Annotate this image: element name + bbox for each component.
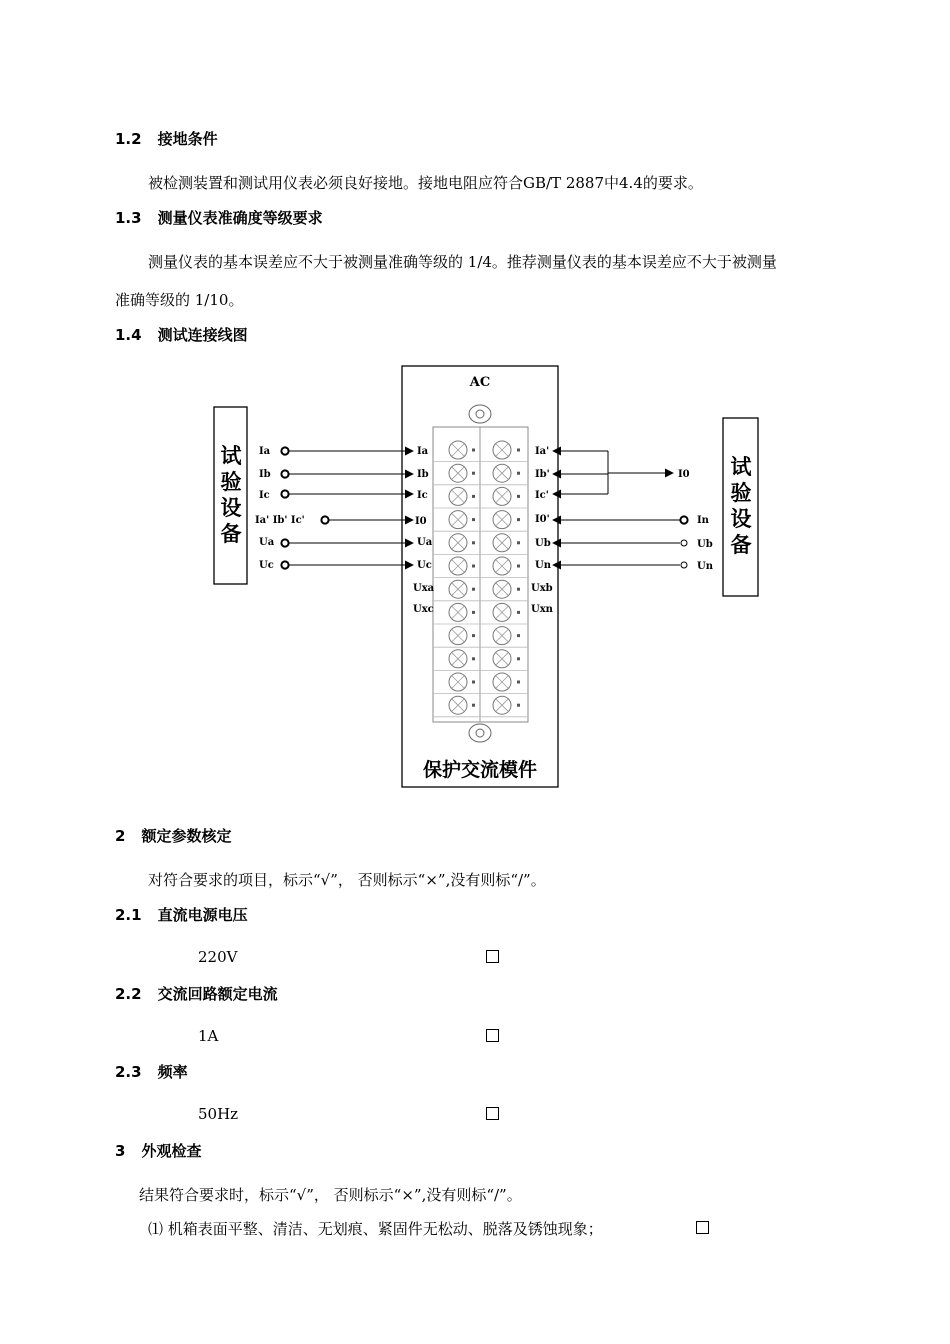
- module-left-label: Ua: [417, 537, 433, 548]
- module-left-label: Ic: [417, 490, 428, 501]
- left-terminal-dot: [281, 490, 288, 497]
- neutral-terminal-dot: [321, 516, 328, 523]
- terminal-number-mark: [517, 565, 520, 568]
- module-right-label: Un: [535, 560, 551, 571]
- left-terminal-dot: [281, 470, 288, 477]
- module-left-label: Uc: [417, 560, 432, 571]
- heading-2: 2 额定参数核定: [115, 827, 232, 845]
- terminal-number-mark: [517, 634, 520, 637]
- left-terminal-dot: [281, 539, 288, 546]
- right-label-un: Un: [697, 561, 713, 572]
- right-device-char: 设: [730, 506, 752, 531]
- terminal-number-mark: [472, 518, 475, 521]
- terminal-number-mark: [517, 495, 520, 498]
- value-ac-current: 1A: [198, 1027, 219, 1045]
- terminal-number-mark: [472, 611, 475, 614]
- heading-2-1: 2.1 直流电源电压: [115, 906, 248, 924]
- appearance-item-1: ⑴ 机箱表面平整、清洁、无划痕、紧固件无松动、脱落及锈蚀现象；: [148, 1220, 603, 1238]
- module-right-label: I0': [535, 514, 550, 525]
- paragraph-appearance-instructions: 结果符合要求时，标示“√”， 否则标示“×”,没有则标“/”。: [139, 1186, 522, 1204]
- terminal-number-mark: [517, 449, 520, 452]
- left-label-ib: Ib: [259, 469, 271, 480]
- left-terminal-dot: [281, 447, 288, 454]
- left-device-char: 验: [220, 469, 242, 494]
- heading-1-4: 1.4 测试连接线图: [115, 326, 248, 344]
- module-right-label: Uxb: [531, 583, 553, 594]
- terminal-number-mark: [472, 495, 475, 498]
- checkbox-ac-current[interactable]: [486, 1029, 499, 1042]
- module-right-label: Ic': [535, 490, 549, 501]
- heading-2-2: 2.2 交流回路额定电流: [115, 985, 278, 1003]
- terminal-number-mark: [517, 541, 520, 544]
- left-label-ua: Ua: [259, 537, 275, 548]
- paragraph-accuracy-line2: 准确等级的 1/10。: [115, 291, 244, 309]
- module-right-label: Ub: [535, 538, 551, 549]
- terminal-number-mark: [472, 704, 475, 707]
- terminal-number-mark: [472, 472, 475, 475]
- module-right-label: Ia': [535, 446, 550, 457]
- right-label-in: In: [697, 515, 709, 526]
- heading-2-3: 2.3 频率: [115, 1063, 188, 1081]
- heading-3: 3 外观检查: [115, 1142, 202, 1160]
- module-left-label: Uxc: [413, 604, 434, 615]
- left-label-neutral: Ia' Ib' Ic': [255, 515, 305, 526]
- left-label-ic: Ic: [259, 490, 270, 501]
- module-left-label: Uxa: [413, 583, 435, 594]
- paragraph-accuracy-line1: 测量仪表的基本误差应不大于被测量准确等级的 1/4。推荐测量仪表的基本误差应不大于被测量: [148, 253, 777, 271]
- module-left-label: Ia: [417, 446, 429, 457]
- terminal-number-mark: [517, 704, 520, 707]
- checkbox-dc-voltage[interactable]: [486, 950, 499, 963]
- terminal-number-mark: [517, 518, 520, 521]
- right-label-ub: Ub: [697, 539, 713, 550]
- left-label-uc: Uc: [259, 560, 274, 571]
- checkbox-appearance-item-1[interactable]: [696, 1221, 709, 1234]
- module-footer: 保护交流模件: [422, 759, 538, 781]
- module-left-label: Ib: [417, 469, 429, 480]
- terminal-number-mark: [472, 565, 475, 568]
- right-device-char: 试: [730, 454, 752, 479]
- right-terminal-dot: [680, 516, 687, 523]
- left-device-char: 备: [220, 521, 242, 546]
- right-device-char: 备: [730, 532, 752, 557]
- terminal-number-mark: [472, 449, 475, 452]
- terminal-number-mark: [517, 588, 520, 591]
- terminal-number-mark: [472, 541, 475, 544]
- terminal-number-mark: [517, 657, 520, 660]
- module-left-label: I0: [415, 516, 427, 527]
- terminal-number-mark: [472, 588, 475, 591]
- module-right-label: Ib': [535, 469, 550, 480]
- checkbox-frequency[interactable]: [486, 1107, 499, 1120]
- terminal-number-mark: [472, 634, 475, 637]
- terminal-number-mark: [517, 681, 520, 684]
- value-frequency: 50Hz: [198, 1105, 239, 1123]
- i0-output-label: I0: [678, 469, 690, 480]
- paragraph-rating-instructions: 对符合要求的项目，标示“√”， 否则标示“×”,没有则标“/”。: [148, 871, 546, 889]
- paragraph-grounding: 被检测装置和测试用仪表必须良好接地。接地电阻应符合GB/T 2887中4.4的要求。: [148, 174, 703, 192]
- value-dc-voltage: 220V: [198, 948, 238, 966]
- left-terminal-dot: [281, 561, 288, 568]
- terminal-number-mark: [472, 681, 475, 684]
- left-label-ia: Ia: [259, 446, 271, 457]
- right-device-char: 验: [730, 480, 752, 505]
- heading-1-2: 1.2 接地条件: [115, 130, 218, 148]
- right-terminal-dot: [681, 540, 687, 546]
- module-right-label: Uxn: [531, 604, 553, 615]
- module-header: AC: [469, 375, 491, 390]
- terminal-number-mark: [517, 472, 520, 475]
- terminal-number-mark: [517, 611, 520, 614]
- left-device-char: 设: [220, 495, 242, 520]
- heading-1-3: 1.3 测量仪表准确度等级要求: [115, 209, 323, 227]
- left-device-char: 试: [220, 443, 242, 468]
- terminal-number-mark: [472, 657, 475, 660]
- right-terminal-dot: [681, 562, 687, 568]
